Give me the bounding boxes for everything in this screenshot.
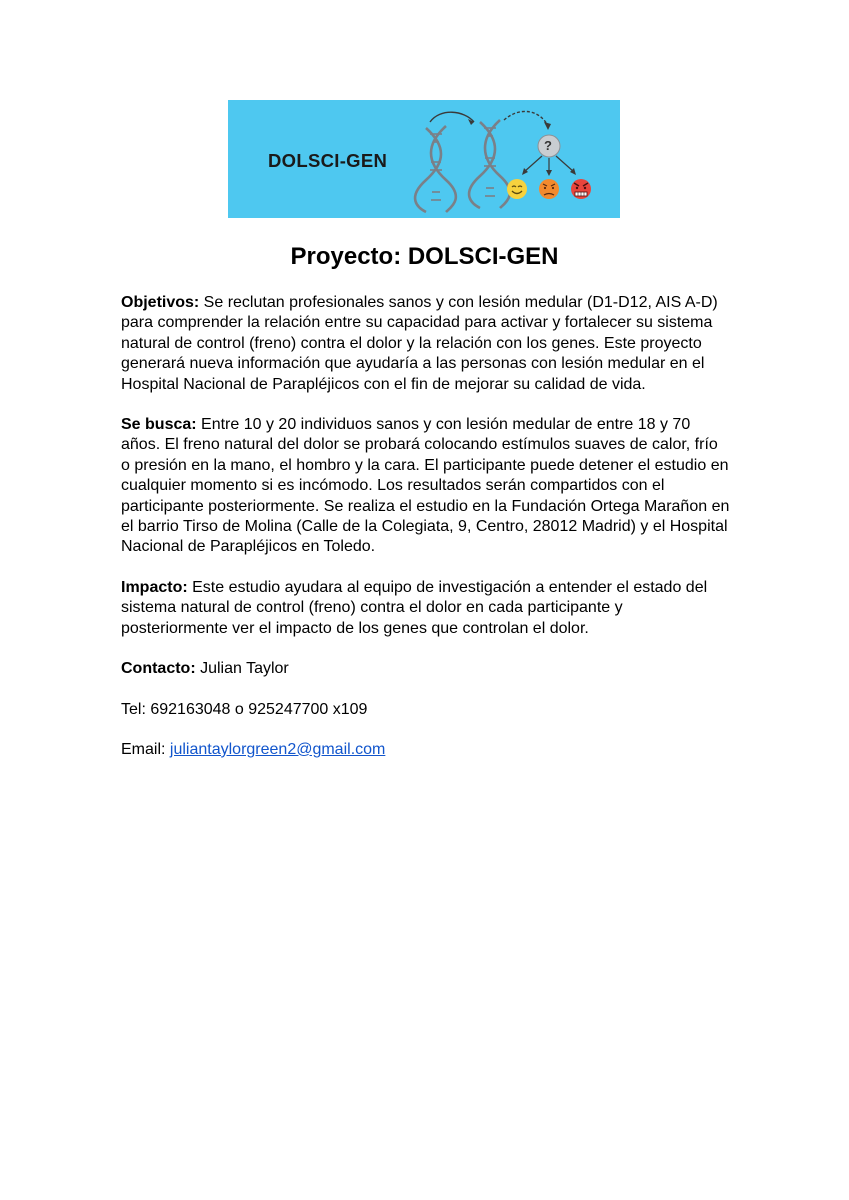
section-label: Impacto: <box>121 578 188 596</box>
email-link[interactable]: juliantaylorgreen2@gmail.com <box>169 740 386 758</box>
section-text: Julian Taylor <box>195 660 289 678</box>
dna-helix-icon <box>469 120 510 208</box>
section-label: Contacto: <box>121 660 196 678</box>
email-line <box>121 740 731 760</box>
banner-logo-text: DOLSCI-GEN <box>268 150 388 171</box>
section-label: Objetivos: <box>121 294 200 311</box>
email-label: Email: <box>121 740 170 758</box>
question-mark: ? <box>544 138 552 153</box>
angry-face-icon <box>571 179 591 199</box>
document-body <box>121 293 731 780</box>
section-impacto <box>121 578 731 639</box>
section-label: Se busca: <box>121 416 197 434</box>
project-banner <box>228 100 620 218</box>
section-contacto <box>121 659 731 679</box>
section-text: Entre 10 y 20 individuos sanos y con lesión medular de entre 18 y 70 años. El freno natural del dolor se probará colocando estímulos suaves de calor, frío o presión en la mano, el hombro y la cara. El participante puede detener el estudio en cualquier momento si es incómodo. Los resultados serán compartidos con el participante posteriormente. Se realiza el estudio en la Fundación Ortega Marañon en el barrio Tirso de Molina (Calle de la Colegiata, 9, Centro, 28012 Madrid) y el Hospital Nacional de Parapléjicos en Toledo. <box>121 416 730 556</box>
section-text: Se reclutan profesionales sanos y con lesión medular (D1-D12, AIS A-D) para comprender la relación entre su capacidad para activar y fortalecer su sistema natural de control (freno) contra el dolor y la relación con los genes. Este proyecto generará nueva información que ayudaría a las personas con lesión medular en el Hospital Nacional de Parapléjicos con el fin de mejorar su calidad de vida. <box>121 294 718 393</box>
banner-illustration <box>228 100 620 218</box>
section-se-busca <box>121 415 731 558</box>
section-objetivos <box>121 293 731 395</box>
page-title: Proyecto: DOLSCI-GEN <box>290 243 559 270</box>
phone-line: Tel: 692163048 o 925247700 x109 <box>121 700 368 718</box>
happy-face-icon <box>507 179 527 199</box>
dna-helix-icon <box>415 126 456 212</box>
section-text: Este estudio ayudara al equipo de investigación a entender el estado del sistema natural de control (freno) contra el dolor en cada participante y posteriormente ver el impacto de los genes que controlan el dolor. <box>121 578 708 637</box>
annoyed-face-icon <box>539 179 559 199</box>
